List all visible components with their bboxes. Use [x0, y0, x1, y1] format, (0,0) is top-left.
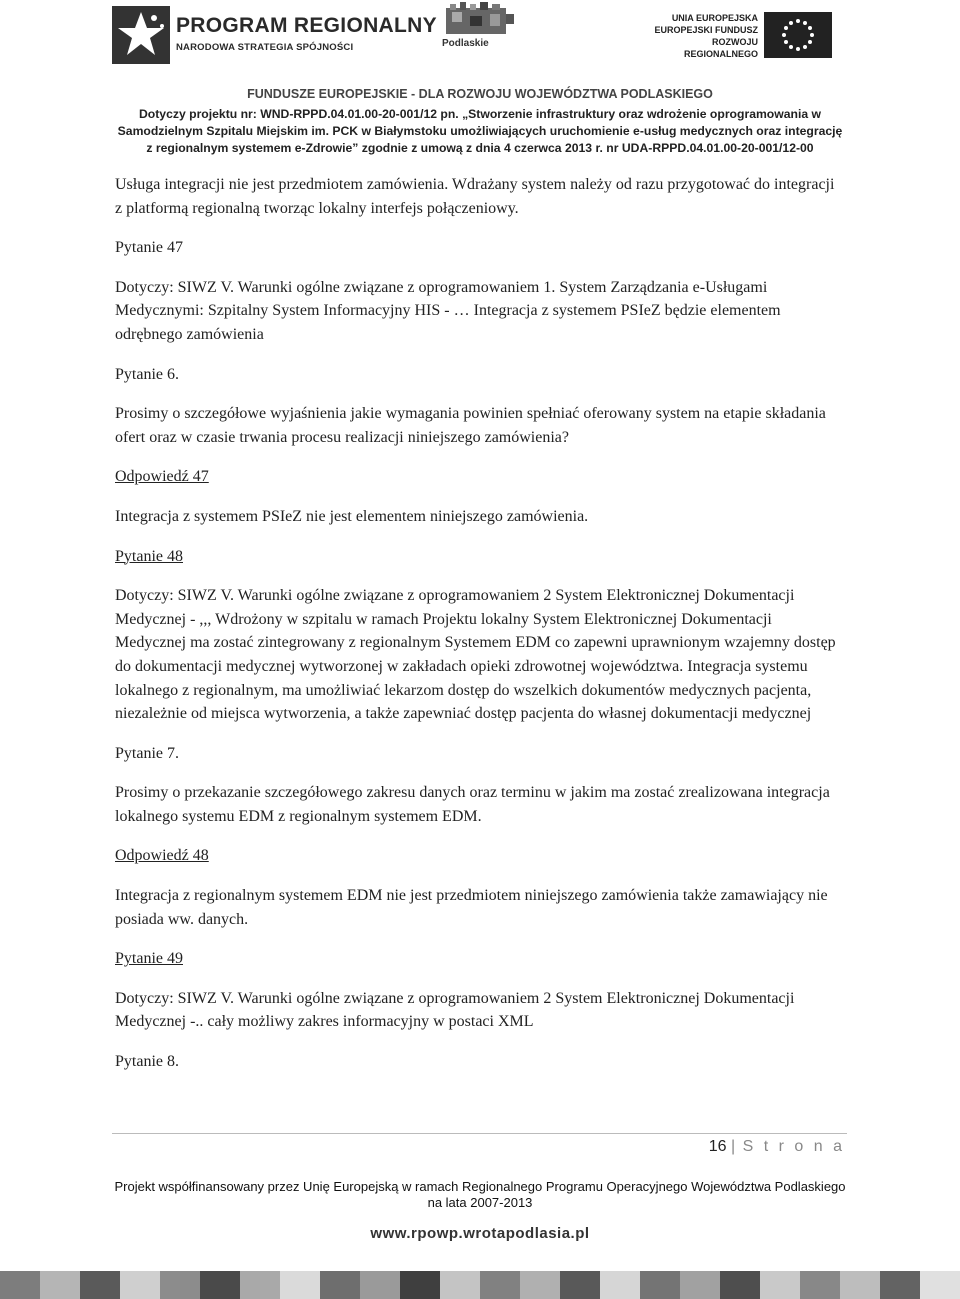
page-number — [700, 1138, 845, 1156]
decorative-bar — [920, 1271, 960, 1299]
document-body — [115, 173, 845, 1074]
decorative-bar — [160, 1271, 200, 1299]
footer-divider — [112, 1133, 847, 1134]
decorative-bars — [0, 1271, 960, 1299]
decorative-bar — [640, 1271, 680, 1299]
decorative-bar — [480, 1271, 520, 1299]
decorative-bar — [560, 1271, 600, 1299]
logo-left-title: PROGRAM REGIONALNY — [176, 14, 437, 37]
logo-right-text: UNIA EUROPEJSKA EUROPEJSKI FUNDUSZ ROZWOJU REGIONALNEGO — [654, 13, 758, 59]
answer-47-text: Integracja z systemem PSIeZ nie jest elementem niniejszego zamówienia. — [115, 507, 589, 525]
decorative-bar — [520, 1271, 560, 1299]
program-regionalny-logo — [112, 6, 437, 64]
decorative-bar — [880, 1271, 920, 1299]
header-logos — [0, 0, 960, 75]
decorative-bar — [440, 1271, 480, 1299]
decorative-bar — [120, 1271, 160, 1299]
question-49-subtitle: Pytanie 8. — [115, 1053, 179, 1071]
decorative-bar — [360, 1271, 400, 1299]
decorative-bar — [680, 1271, 720, 1299]
question-47-heading: Pytanie 47 — [115, 239, 183, 257]
project-description: Dotyczy projektu nr: WND-RPPD.04.01.00-20-001/12 pn. „Stworzenie infrastruktury oraz wdrożenie oprogramowania w Samodzielnym Szpitalu Miejskim im. PCK w Białymstoku umożliwiających uruchomienie e-usług medycznych oraz integrację z regionalnym systemem e-Zdrowie” zgodnie z umową z dnia 4 czerwca 2013 r. nr UDA-RPPD.04.01.00-20-001/12-00 — [117, 107, 843, 155]
answer-47-heading: Odpowiedź 47 — [115, 468, 209, 486]
page-separator: | — [731, 1138, 739, 1155]
answer-48-text: Integracja z regionalnym systemem EDM nie jest przedmiotem niniejszego zamówienia także zamawiający nie posiada ww. danych. — [115, 887, 828, 928]
question-47-text: Prosimy o szczegółowe wyjaśnienia jakie wymagania powinien spełniać oferowany system na etapie składania ofert oraz w czasie trwania procesu realizacji niniejszego zamówienia? — [115, 405, 826, 446]
unia-europejska-logo — [652, 12, 842, 62]
decorative-bar — [200, 1271, 240, 1299]
question-47-subtitle: Pytanie 6. — [115, 365, 179, 383]
decorative-bar — [400, 1271, 440, 1299]
decorative-bar — [800, 1271, 840, 1299]
page-word: S t r o n a — [742, 1138, 845, 1155]
question-48-subtitle: Pytanie 7. — [115, 744, 179, 762]
decorative-bar — [280, 1271, 320, 1299]
answer-48-heading: Odpowiedź 48 — [115, 847, 209, 865]
podlaskie-logo — [440, 2, 520, 62]
question-49-heading: Pytanie 49 — [115, 950, 183, 968]
decorative-bar — [240, 1271, 280, 1299]
page-number-value: 16 — [708, 1138, 727, 1155]
question-48-heading: Pytanie 48 — [115, 547, 183, 565]
decorative-bar — [600, 1271, 640, 1299]
question-49-reference: Dotyczy: SIWZ V. Warunki ogólne związane z oprogramowaniem 2 System Elektronicznej Dokumentacji Medycznej -.. cały możliwy zakres informacyjny w postaci XML — [115, 989, 795, 1031]
funding-note: Projekt współfinansowany przez Unię Europejską w ramach Regionalnego Programu Operacyjnego Województwa Podlaskiego na lata 2007-2013 — [114, 1179, 846, 1210]
funds-band: FUNDUSZE EUROPEJSKIE - DLA ROZWOJU WOJEWÓDZTWA PODLASKIEGO — [247, 87, 713, 101]
question-48-reference: Dotyczy: SIWZ V. Warunki ogólne związane z oprogramowaniem 2 System Elektronicznej Dokumentacji Medycznej - ,,, Wdrożony w szpitalu w ramach Projektu lokalny System Elektronicznej Dokumentacji Medycznej ma zostać zintegrowany z regionalnym Systemem EDM co zapewni uprawnionym wzajemny dostęp do dokumentacji medycznej wytworzonej w zakładach opieki zdrowotnej województwa. Integracja systemu lokalnego z regionalnym, ma umożliwiać lekarzom dostęp do wszelkich dokumentów medycznych pacjenta, niezależnie od miejsca wytworzenia, a także zapewniać dostęp pacjenta do własnej dokumentacji medycznej — [115, 587, 836, 723]
decorative-bar — [40, 1271, 80, 1299]
logo-mid-label: Podlaskie — [442, 38, 489, 49]
paragraph-intro: Usługa integracji nie jest przedmiotem zamówienia. Wdrażany system należy od razu przygotować do integracji z platformą regionalną tworząc lokalny interfejs połączeniowy. — [115, 176, 835, 217]
decorative-bar — [760, 1271, 800, 1299]
decorative-bar — [320, 1271, 360, 1299]
decorative-bar — [80, 1271, 120, 1299]
eu-flag-icon — [764, 12, 832, 58]
decorative-bar — [840, 1271, 880, 1299]
decorative-bar — [0, 1271, 40, 1299]
question-47-reference: Dotyczy: SIWZ V. Warunki ogólne związane z oprogramowaniem 1. System Zarządzania e-Usługami Medycznymi: Szpitalny System Informacyjny HIS - … Integracja z systemem PSIeZ będzie elementem odrębnego zamówienia — [115, 278, 781, 343]
logo-left-subtitle: NARODOWA STRATEGIA SPÓJNOŚCI — [176, 42, 354, 53]
star-emblem-icon — [112, 6, 170, 64]
decorative-bar — [720, 1271, 760, 1299]
bison-icon — [440, 2, 520, 38]
footer-url: www.rpowp.wrotapodlasia.pl — [370, 1225, 590, 1242]
question-48-text: Prosimy o przekazanie szczegółowego zakresu danych oraz terminu w jakim ma zostać zrealizowana integracja lokalnego systemu EDM z regionalnym systemem EDM. — [115, 784, 830, 825]
